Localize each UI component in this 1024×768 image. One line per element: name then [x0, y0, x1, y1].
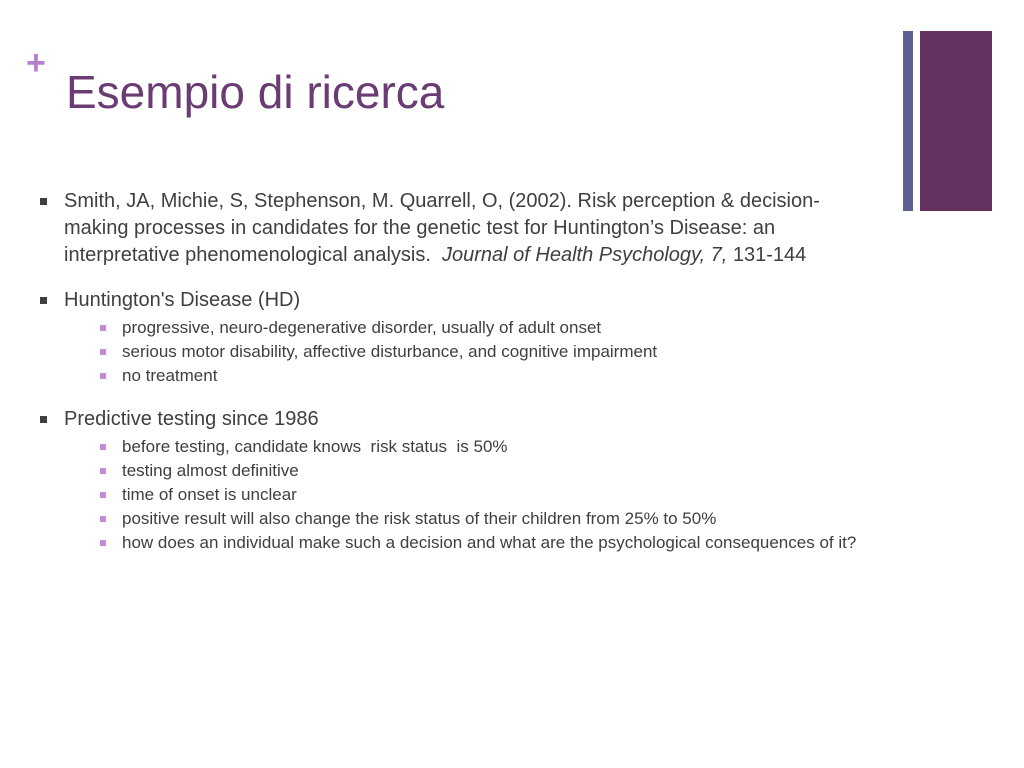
list-item [64, 340, 860, 364]
decorative-bar-thick [920, 31, 992, 211]
citation-pages: 131-144 [727, 244, 807, 266]
square-bullet-icon [40, 198, 47, 205]
citation-text: Smith, JA, Michie, S, Stephenson, M. Quarrell, O, (2002). Risk perception & decision-making processes in candidates for the genetic test for Huntington’s Disease: an interpretative phenomenological analysis. [64, 190, 820, 266]
citation-journal: Journal of Health Psychology, 7, [442, 244, 728, 266]
list-item-text: progressive, neuro-degenerative disorder, usually of adult onset [122, 318, 602, 337]
testing-heading: Predictive testing since 1986 [64, 408, 319, 430]
list-item [64, 483, 860, 507]
list-item [64, 316, 860, 340]
square-bullet-icon [100, 325, 106, 331]
slide-content [40, 188, 860, 555]
list-item [64, 507, 860, 531]
list-item-text: no treatment [122, 366, 218, 385]
square-bullet-icon [40, 416, 47, 423]
list-item [64, 364, 860, 388]
list-item-text: how does an individual make such a decision and what are the psychological consequences of it? [122, 533, 857, 552]
hd-sublist [64, 316, 860, 388]
list-item-text: time of onset is unclear [122, 485, 297, 504]
testing-item [40, 406, 860, 555]
list-item [64, 459, 860, 483]
square-bullet-icon [100, 373, 106, 379]
square-bullet-icon [100, 492, 106, 498]
list-item [64, 435, 860, 459]
hd-heading: Huntington's Disease (HD) [64, 289, 301, 311]
list-item [64, 531, 860, 555]
hd-item [40, 287, 860, 388]
decorative-bar-thin [903, 31, 913, 211]
plus-mark: + [26, 44, 46, 82]
list-item-text: testing almost definitive [122, 461, 299, 480]
testing-sublist [64, 435, 860, 555]
square-bullet-icon [100, 349, 106, 355]
square-bullet-icon [100, 540, 106, 546]
list-item-text: serious motor disability, affective disturbance, and cognitive impairment [122, 342, 658, 361]
slide-title: Esempio di ricerca [66, 66, 445, 118]
list-item-text: positive result will also change the risk status of their children from 25% to 50% [122, 509, 717, 528]
list-item-text: before testing, candidate knows risk status is 50% [122, 437, 508, 456]
square-bullet-icon [40, 297, 47, 304]
square-bullet-icon [100, 516, 106, 522]
square-bullet-icon [100, 468, 106, 474]
square-bullet-icon [100, 444, 106, 450]
citation-item [40, 188, 860, 269]
